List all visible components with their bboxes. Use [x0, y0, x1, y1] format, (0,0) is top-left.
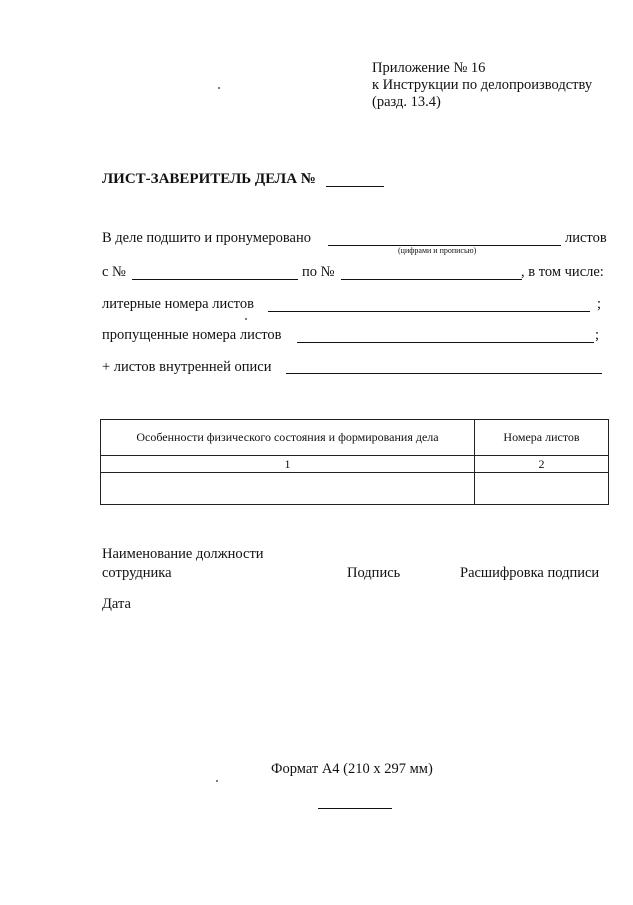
scan-speck	[218, 87, 220, 89]
missing-numbers-end: ;	[595, 327, 600, 343]
including-label: , в том числе:	[521, 264, 604, 280]
signature-decoding-label: Расшифровка подписи	[460, 565, 600, 581]
footer-divider	[318, 808, 392, 809]
document-title: ЛИСТ-ЗАВЕРИТЕЛЬ ДЕЛА №	[102, 171, 316, 187]
missing-numbers-line	[297, 342, 594, 343]
appendix-reference: к Инструкции по делопроизводству	[372, 77, 593, 93]
appendix-number: Приложение № 16	[372, 60, 486, 76]
scan-speck	[216, 780, 218, 782]
literal-numbers-line	[268, 311, 590, 312]
to-number-line	[341, 279, 522, 280]
table-header-cell: Номера листов	[475, 420, 609, 456]
from-number-label: с №	[102, 264, 126, 280]
position-title-label-cont: сотрудника	[102, 565, 172, 581]
inventory-sheets-line	[286, 373, 602, 374]
inventory-sheets-label: + листов внутренней описи	[102, 359, 272, 375]
case-condition-table	[100, 419, 609, 505]
literal-numbers-end: ;	[597, 296, 602, 312]
date-label: Дата	[102, 596, 131, 612]
position-title-label: Наименование должности	[102, 546, 264, 562]
from-number-line	[132, 279, 298, 280]
table-number-cell: 2	[475, 456, 609, 473]
table-cell	[475, 473, 609, 505]
sheets-count-label: В деле подшито и пронумеровано	[102, 230, 311, 246]
scan-speck	[245, 318, 247, 320]
paper-format-note: Формат А4 (210 х 297 мм)	[271, 761, 433, 777]
appendix-section: (разд. 13.4)	[372, 94, 441, 110]
sheets-suffix: листов	[565, 230, 607, 246]
table-cell	[101, 473, 475, 505]
table-number-cell: 1	[101, 456, 475, 473]
table-number-row	[101, 456, 609, 473]
table-header-cell: Особенности физического состояния и формирования дела	[101, 420, 475, 456]
case-number-line	[326, 186, 384, 187]
table-header-row	[101, 420, 609, 456]
missing-numbers-label: пропущенные номера листов	[102, 327, 282, 343]
literal-numbers-label: литерные номера листов	[102, 296, 254, 312]
table-row	[101, 473, 609, 505]
signature-label: Подпись	[347, 565, 401, 581]
sheets-count-hint: (цифрами и прописью)	[398, 246, 477, 255]
to-number-label: по №	[302, 264, 335, 280]
